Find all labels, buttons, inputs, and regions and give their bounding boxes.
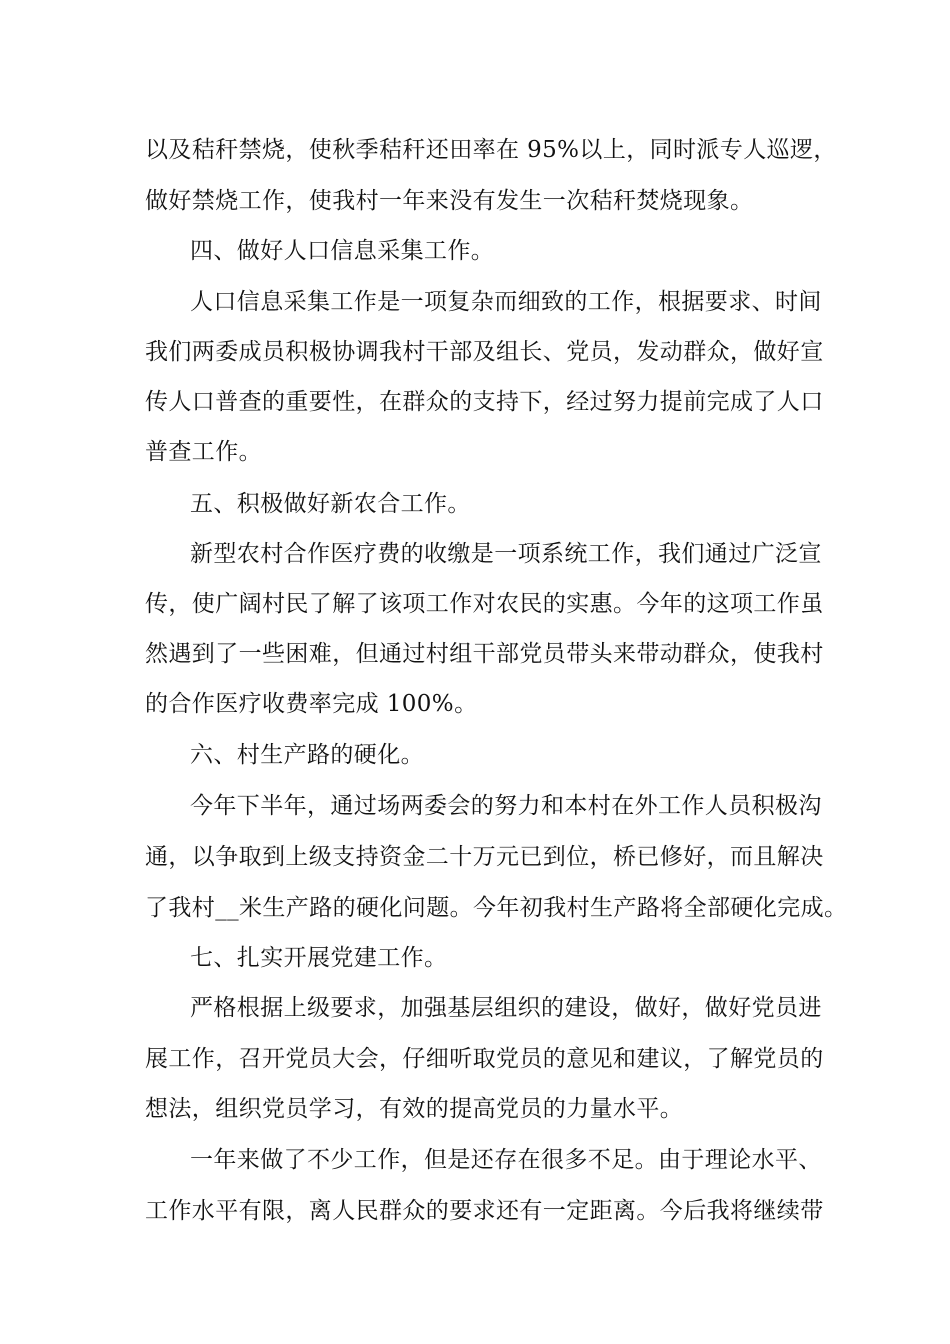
text-line: 展工作，召开党员大会，仔细听取党员的意见和建议，了解党员的 <box>145 1046 824 1072</box>
text-line: 的合作医疗收费率完成 100%。 <box>145 691 478 717</box>
text-line: 然遇到了一些困难，但通过村组干部党员带头来带动群众，使我村 <box>145 641 824 667</box>
text-line: 想法，组织党员学习，有效的提高党员的力量水平。 <box>145 1096 684 1122</box>
text-line: 新型农村合作医疗费的收缴是一项系统工作，我们通过广泛宣 <box>190 541 822 567</box>
text-line: 了我村__米生产路的硬化问题。今年初我村生产路将全部硬化完成。 <box>145 895 848 921</box>
section-heading: 五、积极做好新农合工作。 <box>190 491 471 517</box>
text-line: 普查工作。 <box>145 439 262 465</box>
text-line: 通，以争取到上级支持资金二十万元已到位，桥已修好，而且解决 <box>145 844 824 870</box>
text-line: 一年来做了不少工作，但是还存在很多不足。由于理论水平、 <box>190 1147 822 1173</box>
section-heading: 七、扎实开展党建工作。 <box>190 945 448 971</box>
text-line: 严格根据上级要求，加强基层组织的建设，做好，做好党员进 <box>190 995 822 1021</box>
text-line: 传，使广阔村民了解了该项工作对农民的实惠。今年的这项工作虽 <box>145 591 824 617</box>
section-heading: 四、做好人口信息采集工作。 <box>190 238 495 264</box>
text-line: 传人口普查的重要性，在群众的支持下，经过努力提前完成了人口 <box>145 389 824 415</box>
text-line: 做好禁烧工作，使我村一年来没有发生一次秸秆焚烧现象。 <box>145 188 754 214</box>
text-line: 我们两委成员积极协调我村干部及组长、党员，发动群众，做好宣 <box>145 339 824 365</box>
section-heading: 六、村生产路的硬化。 <box>190 742 424 768</box>
text-line: 工作水平有限，离人民群众的要求还有一定距离。今后我将继续带 <box>145 1198 824 1224</box>
text-line: 以及秸秆禁烧，使秋季秸秆还田率在 95%以上，同时派专人巡逻， <box>145 137 837 163</box>
text-line: 今年下半年，通过场两委会的努力和本村在外工作人员积极沟 <box>190 793 822 819</box>
text-line: 人口信息采集工作是一项复杂而细致的工作，根据要求、时间 <box>190 289 822 315</box>
